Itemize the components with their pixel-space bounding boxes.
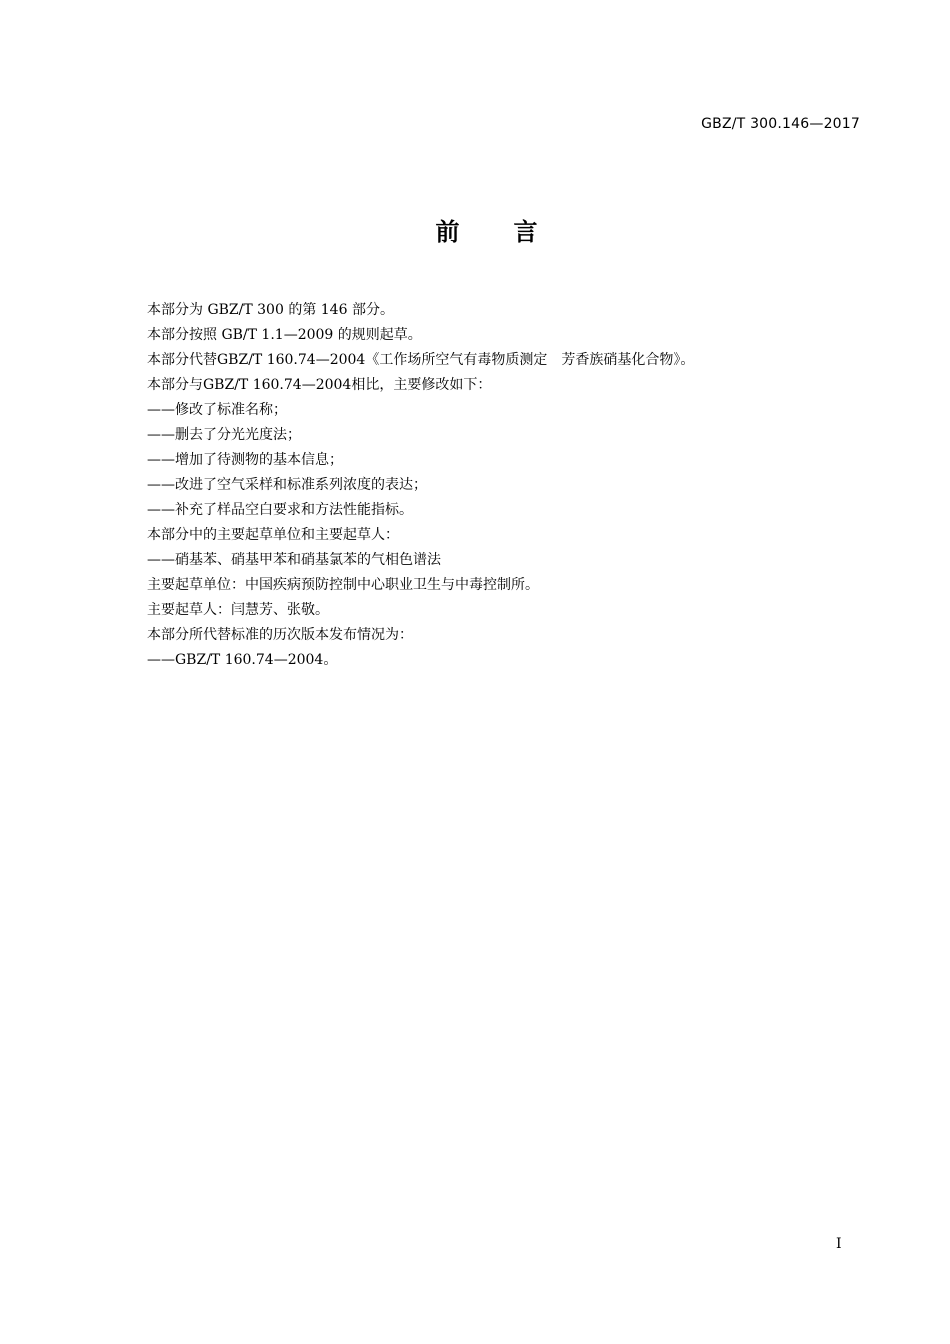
foreword-line: 本部分按照 GB/T 1.1—2009 的规则起草。 xyxy=(147,327,422,343)
page-title: 前 言 xyxy=(435,218,540,246)
page-number: I xyxy=(836,1236,842,1252)
foreword-line: ——GBZ/T 160.74—2004。 xyxy=(147,652,338,668)
foreword-line: 主要起草人：闫慧芳、张敬。 xyxy=(147,602,329,618)
foreword-line: 本部分中的主要起草单位和主要起草人： xyxy=(147,527,399,543)
foreword-line: ——改进了空气采样和标准系列浓度的表达； xyxy=(147,477,427,493)
foreword-line: 本部分为 GBZ/T 300 的第 146 部分。 xyxy=(147,302,394,318)
foreword-line: 本部分所代替标准的历次版本发布情况为： xyxy=(147,627,413,643)
foreword-line: 本部分与GBZ/T 160.74—2004相比，主要修改如下： xyxy=(147,377,492,393)
foreword-line: ——补充了样品空白要求和方法性能指标。 xyxy=(147,502,413,518)
foreword-line: ——增加了待测物的基本信息； xyxy=(147,452,343,468)
standard-code: GBZ/T 300.146—2017 xyxy=(701,116,860,132)
foreword-line: 主要起草单位：中国疾病预防控制中心职业卫生与中毒控制所。 xyxy=(147,577,539,593)
foreword-line: 本部分代替GBZ/T 160.74—2004《工作场所空气有毒物质测定 芳香族硝基化合物》。 xyxy=(147,352,695,368)
foreword-line: ——硝基苯、硝基甲苯和硝基氯苯的气相色谱法 xyxy=(147,552,441,568)
foreword-line: ——修改了标准名称； xyxy=(147,402,287,418)
foreword-body xyxy=(147,298,867,673)
foreword-line: ——删去了分光光度法； xyxy=(147,427,301,443)
